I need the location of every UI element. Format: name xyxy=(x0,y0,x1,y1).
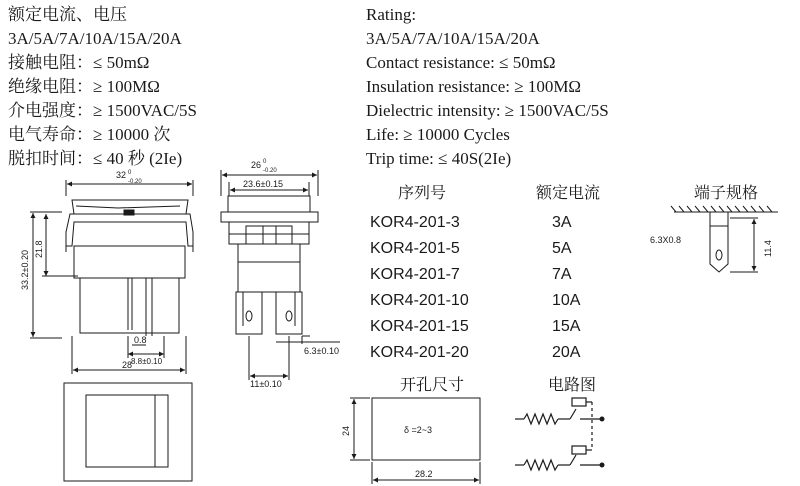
spec-cn-rating-values: 3A/5A/7A/10A/15A/20A xyxy=(8,29,182,48)
model-cell: KOR4-201-5 xyxy=(370,240,460,257)
model-header: 序列号 xyxy=(398,183,447,202)
current-cell: 5A xyxy=(552,240,572,257)
side-top-tol-lower: -0.20 xyxy=(263,168,277,174)
current-cell: 7A xyxy=(552,266,572,283)
model-cell: KOR4-201-7 xyxy=(370,266,460,283)
front-height: 33.2±0.20 xyxy=(20,250,30,290)
front-top-width: 32 xyxy=(116,170,127,180)
spec-cn-insulation: 绝缘电阻：≥ 100MΩ xyxy=(8,77,160,96)
terminal-spec-drawing xyxy=(671,206,778,272)
cutout-width: 28.2 xyxy=(415,469,433,479)
front-body-width: 28 xyxy=(122,360,133,370)
cutout-title: 开孔尺寸 xyxy=(400,375,465,394)
terminal-length: 11.4 xyxy=(763,240,773,257)
cutout-thickness: δ =2~3 xyxy=(404,425,433,435)
model-cell: KOR4-201-3 xyxy=(370,214,460,231)
spec-en-rating-label: Rating: xyxy=(366,5,417,24)
current-cell: 15A xyxy=(552,318,581,335)
side-inner-width: 23.6±0.15 xyxy=(243,179,283,189)
spec-en-contact: Contact resistance: ≤ 50mΩ xyxy=(366,53,556,72)
cutout-height: 24 xyxy=(341,425,351,436)
front-top-tol-upper: 0 xyxy=(128,170,132,176)
circuit-diagram xyxy=(515,398,602,470)
circuit-title: 电路图 xyxy=(548,375,597,394)
spec-en-trip: Trip time: ≤ 40S(2Ie) xyxy=(366,149,512,168)
current-header: 额定电流 xyxy=(536,183,601,202)
spec-en-life: Life: ≥ 10000 Cycles xyxy=(366,125,510,144)
spec-cn-life: 电气寿命：≥ 10000 次 xyxy=(8,125,171,144)
front-pin-thickness: 0.8 xyxy=(134,335,147,345)
side-terminal-pitch: 11±0.10 xyxy=(250,379,282,389)
bezel-view-drawing xyxy=(64,383,192,481)
front-pin-pitch: 8.8±0.10 xyxy=(131,357,163,366)
spec-en-rating-values: 3A/5A/7A/10A/15A/20A xyxy=(366,29,540,48)
side-terminal-width: 6.3±0.10 xyxy=(304,346,339,356)
model-cell: KOR4-201-20 xyxy=(370,344,469,361)
spec-cn-rating-label: 额定电流、电压 xyxy=(8,5,127,24)
circuit-terminal-dots xyxy=(600,417,605,468)
side-top-tol-upper: 0 xyxy=(263,159,267,165)
terminal-size: 6.3X0.8 xyxy=(650,235,682,245)
current-cell: 20A xyxy=(552,344,581,361)
current-cell: 3A xyxy=(552,214,572,231)
model-cell: KOR4-201-15 xyxy=(370,318,469,335)
spec-cn-contact: 接触电阻：≤ 50mΩ xyxy=(8,53,150,72)
spec-en-dielectric: Dielectric intensity: ≥ 1500VAC/5S xyxy=(366,101,609,120)
front-sub-height: 21.8 xyxy=(34,240,44,258)
front-top-tol-lower: -0.20 xyxy=(128,179,142,185)
spec-en-insulation: Insulation resistance: ≥ 100MΩ xyxy=(366,77,582,96)
front-view-drawing xyxy=(30,180,193,374)
side-top-width: 26 xyxy=(251,160,262,170)
spec-cn-dielectric: 介电强度：≥ 1500VAC/5S xyxy=(8,101,197,120)
model-cell: KOR4-201-10 xyxy=(370,292,469,309)
current-cell: 10A xyxy=(552,292,581,309)
terminal-header: 端子规格 xyxy=(694,183,759,202)
spec-cn-trip: 脱扣时间：≤ 40 秒 (2Ie) xyxy=(8,149,183,168)
